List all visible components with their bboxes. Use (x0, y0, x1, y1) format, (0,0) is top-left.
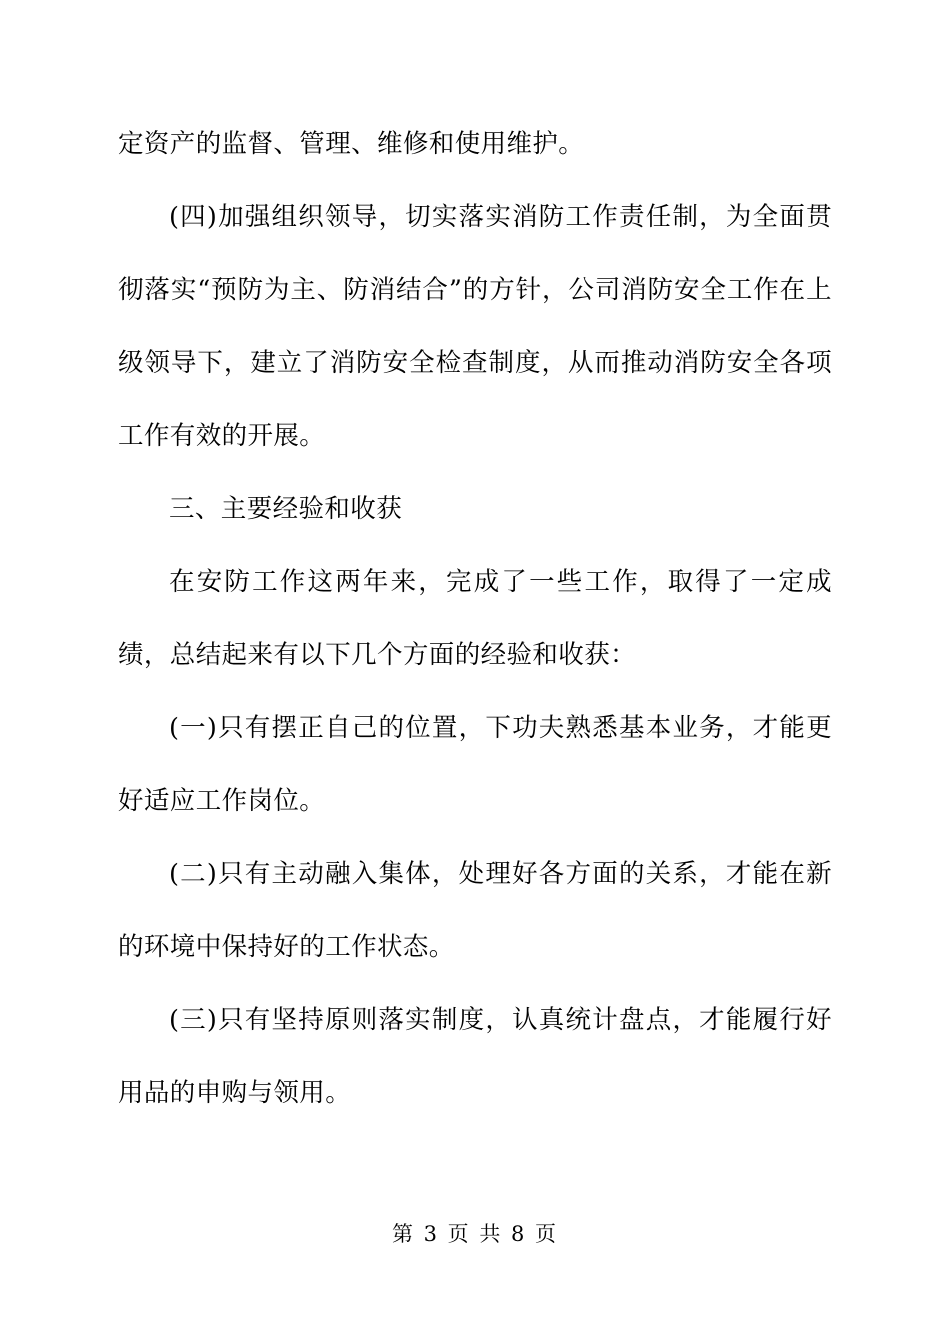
paragraph-experience-three: (三)只有坚持原则落实制度，认真统计盘点，才能履行好用品的申购与领用。 (118, 1005, 832, 1108)
paragraph-item-four: (四)加强组织领导，切实落实消防工作责任制，为全面贯彻落实“预防为主、防消结合”的方针，公司消防安全工作在上级领导下，建立了消防安全检查制度，从而推动消防安全各项工作有效的开展。 (118, 202, 832, 451)
page-number-footer: 第 3 页 共 8 页 (391, 1222, 559, 1246)
document-body (118, 108, 832, 1130)
paragraph-two-years-summary: 在安防工作这两年来，完成了一些工作，取得了一定成绩，总结起来有以下几个方面的经验和收获： (118, 567, 832, 670)
paragraph-experience-two: (二)只有主动融入集体，处理好各方面的关系，才能在新的环境中保持好的工作状态。 (118, 859, 832, 962)
paragraph-experience-one: (一)只有摆正自己的位置，下功夫熟悉基本业务，才能更好适应工作岗位。 (118, 713, 832, 816)
paragraph-section-three-heading: 三、主要经验和收获 (169, 494, 403, 524)
paragraph-continued-fixed-assets: 定资产的监督、管理、维修和使用维护。 (118, 129, 585, 159)
